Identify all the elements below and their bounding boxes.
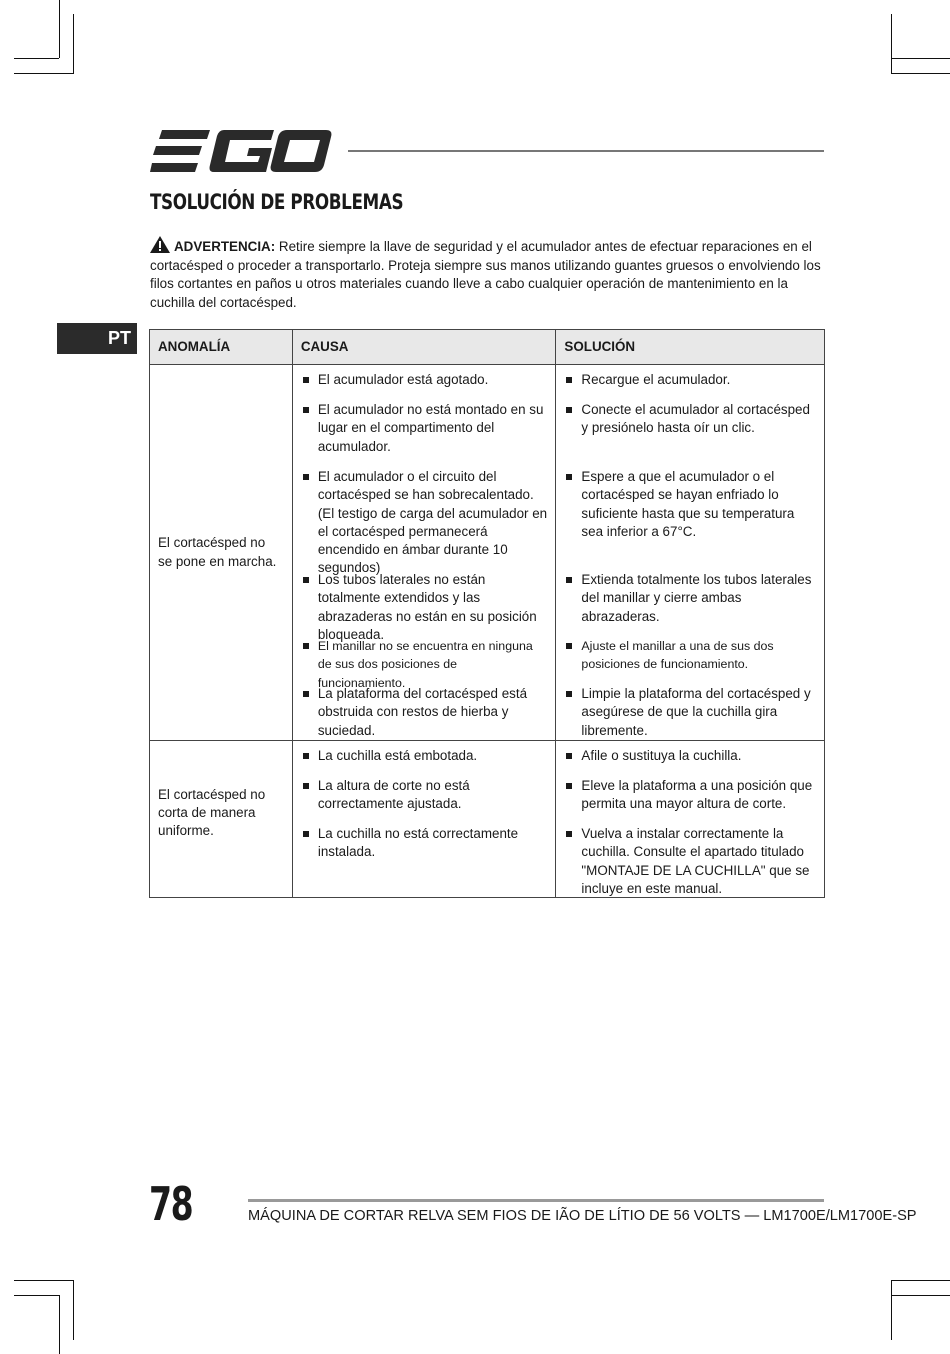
list-item: Eleve la plataforma a una posición que permita una mayor altura de corte. xyxy=(556,777,824,825)
warning-label: ADVERTENCIA: xyxy=(174,239,276,254)
list-item: La cuchilla está embotada. xyxy=(293,747,556,777)
language-tab: PT xyxy=(57,323,137,354)
list-item: Extienda totalmente los tubos laterales del manillar y cierre ambas abrazaderas. xyxy=(556,571,824,637)
anomaly-cell: El cortacésped no se pone en marcha. xyxy=(150,365,293,741)
footer-rule xyxy=(248,1199,824,1202)
list-item: Ajuste el manillar a una de sus dos posiciones de funcionamiento. xyxy=(556,637,824,685)
list-item: La altura de corte no está correctamente ajustada. xyxy=(293,777,556,825)
bullet-icon xyxy=(566,474,572,480)
bullet-icon xyxy=(566,643,572,649)
list-item: La cuchilla no está correctamente instalada. xyxy=(293,825,556,897)
anomaly-cell: El cortacésped no corta de manera uniforme. xyxy=(150,741,293,898)
bullet-icon xyxy=(566,577,572,583)
bullet-icon xyxy=(566,753,572,759)
list-item: Afile o sustituya la cuchilla. xyxy=(556,747,824,777)
warning-text: Retire siempre la llave de seguridad y el acumulador antes de efectuar reparaciones en el cortacésped o proceder a transportarlo. Proteja siempre sus manos utilizando guantes gruesos o envolviendo los filos cortantes en paños u otros materiales cuando lleve a cabo cualquier operación de mantenimiento en la cuchilla del cortacésped. xyxy=(150,239,821,310)
crop-mark xyxy=(14,1295,59,1296)
bullet-icon xyxy=(303,474,309,480)
bullet-icon xyxy=(303,831,309,837)
crop-mark xyxy=(891,1295,950,1296)
list-item: El acumulador no está montado en su lugar en el compartimento del acumulador. xyxy=(293,401,556,468)
column-header-solution: SOLUCIÓN xyxy=(556,330,825,365)
solution-cell xyxy=(556,365,825,741)
header-rule xyxy=(348,150,824,152)
bullet-icon xyxy=(303,691,309,697)
crop-mark xyxy=(14,1280,73,1281)
page-title: TSOLUCIÓN DE PROBLEMAS xyxy=(150,190,404,214)
list-item: El acumulador está agotado. xyxy=(293,371,556,401)
warning-triangle-icon xyxy=(150,236,170,253)
crop-mark xyxy=(59,0,60,58)
bullet-icon xyxy=(303,783,309,789)
column-header-cause: CAUSA xyxy=(292,330,556,365)
crop-mark xyxy=(14,73,73,74)
table-row xyxy=(150,365,825,741)
crop-mark xyxy=(73,1280,74,1340)
list-item: Espere a que el acumulador o el cortacésped se hayan enfriado lo suficiente hasta que su temperatura sea inferior a 67°C. xyxy=(556,468,824,571)
list-item: Recargue el acumulador. xyxy=(556,371,824,401)
bullet-icon xyxy=(566,377,572,383)
list-item: El acumulador o el circuito del cortacésped se han sobrecalentado. (El testigo de carga del acumulador en el cortacésped permanecerá encendido en ámbar durante 10 segundos) xyxy=(293,468,556,571)
crop-mark xyxy=(59,1295,60,1354)
crop-mark xyxy=(891,1280,892,1340)
ego-logo xyxy=(150,130,332,172)
solution-cell xyxy=(556,741,825,898)
list-item: Limpie la plataforma del cortacésped y asegúrese de que la cuchilla gira libremente. xyxy=(556,685,824,740)
bullet-icon xyxy=(566,783,572,789)
crop-mark xyxy=(73,14,74,74)
bullet-icon xyxy=(303,577,309,583)
bullet-icon xyxy=(566,691,572,697)
cause-cell xyxy=(292,741,556,898)
list-item: Vuelva a instalar correctamente la cuchilla. Consulte el apartado titulado "MONTAJE DE LA CUCHILLA" que se incluye en este manual. xyxy=(556,825,824,897)
bullet-icon xyxy=(303,643,309,649)
cause-cell xyxy=(292,365,556,741)
bullet-icon xyxy=(566,407,572,413)
bullet-icon xyxy=(566,831,572,837)
bullet-icon xyxy=(303,377,309,383)
crop-mark xyxy=(891,73,950,74)
table-row xyxy=(150,741,825,898)
list-item: Los tubos laterales no están totalmente extendidos y las abrazaderas no están en su posición bloqueada. xyxy=(293,571,556,637)
list-item: La plataforma del cortacésped está obstruida con restos de hierba y suciedad. xyxy=(293,685,556,740)
troubleshooting-table xyxy=(149,329,825,898)
column-header-anomaly: ANOMALÍA xyxy=(150,330,293,365)
page-number: 78 xyxy=(149,1177,193,1231)
warning-block xyxy=(150,236,825,312)
crop-mark xyxy=(891,14,892,74)
footer-title: MÁQUINA DE CORTAR RELVA SEM FIOS DE IÃO DE LÍTIO DE 56 VOLTS — LM1700E/LM1700E-SP xyxy=(248,1208,917,1224)
table-header-row xyxy=(150,330,825,365)
list-item: El manillar no se encuentra en ninguna de sus dos posiciones de funcionamiento. xyxy=(293,637,556,685)
list-item: Conecte el acumulador al cortacésped y presiónelo hasta oír un clic. xyxy=(556,401,824,468)
crop-mark xyxy=(891,58,950,59)
bullet-icon xyxy=(303,753,309,759)
crop-mark xyxy=(14,58,59,59)
crop-mark xyxy=(891,1280,950,1281)
bullet-icon xyxy=(303,407,309,413)
